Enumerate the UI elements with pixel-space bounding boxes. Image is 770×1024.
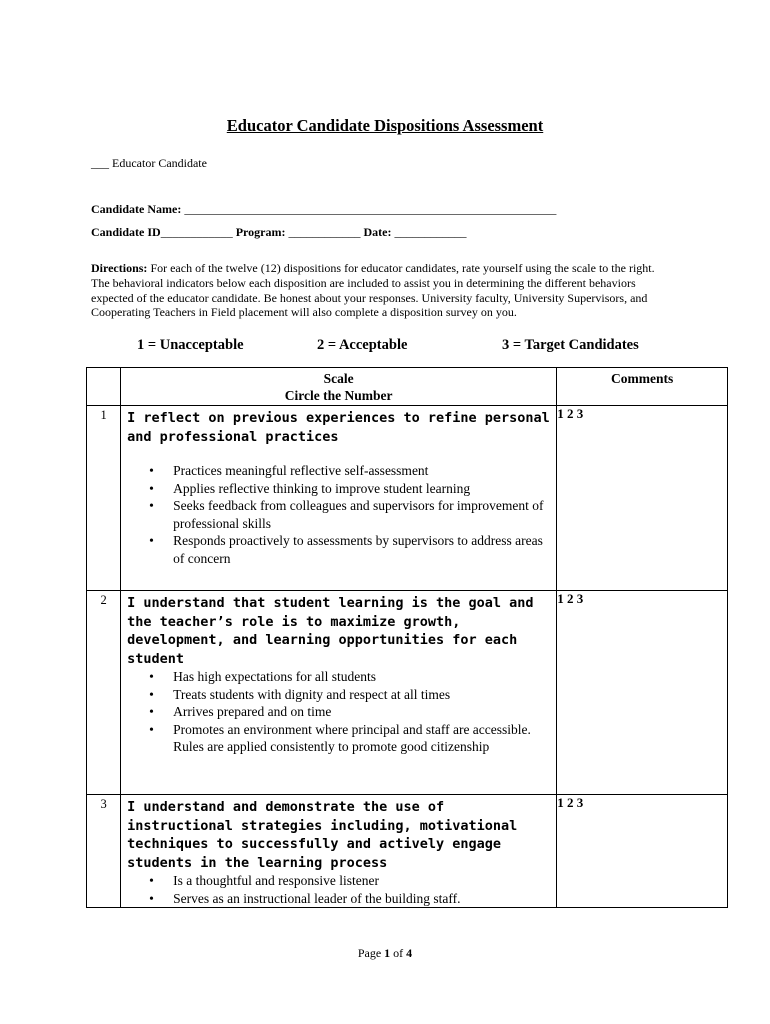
row-content [121,591,557,795]
page-total: 4 [406,946,413,960]
indicator-item: • Is a thoughtful and responsive listener [149,873,379,888]
table-row [87,795,728,908]
bullet-icon: • [149,669,154,684]
header-number-cell [87,368,121,406]
bullet-icon: • [149,704,154,719]
indicator-list [121,462,556,567]
table-row [87,591,728,795]
educator-candidate-checkbox-line[interactable]: ___ Educator Candidate [91,156,207,170]
program-blank[interactable]: ____________ [288,225,361,239]
header-comments: Comments [610,371,674,386]
scale-unacceptable: 1 = Unacceptable [137,337,244,353]
header-scale-cell [121,368,557,406]
bullet-icon: • [149,498,154,513]
header-comments-cell [557,368,728,406]
indicator-list [121,668,556,756]
bullet-icon: • [149,533,154,548]
indicator-item: • Serves as an instructional leader of the building staff. [149,890,461,906]
indicator-item: • Promotes an environment where principal and staff are accessible. Rules are applied consistently to promote good citizenship [149,721,531,754]
scale-acceptable: 2 = Acceptable [317,337,408,353]
candidate-id-line [91,225,466,240]
date-label: Date: [363,225,392,239]
row-number: 2 [87,591,121,795]
candidate-id-blank[interactable]: ____________ [160,225,233,239]
row-number: 1 [87,406,121,591]
rating-cell[interactable]: 1 2 3 [557,406,728,591]
directions-text: For each of the twelve (12) dispositions for educator candidates, rate yourself using the scale to the right. The behavioral indicators below each disposition are included to assist you in determining the different behaviors expected of the educator candidate. Be honest about your responses. University faculty, University Supervisors, and Cooperating Teachers in Field placement will also complete a disposition survey on you. [91,261,655,320]
row-content [121,406,557,591]
bullet-icon: • [149,890,154,906]
directions-label: Directions: [91,261,148,275]
disposition-statement: I reflect on previous experiences to refine personal and professional practices [127,410,550,445]
page-current: 1 [384,946,391,960]
row-content [121,795,557,908]
header-scale: Scale [323,371,354,386]
candidate-name-label: Candidate Name: [91,202,182,216]
rating-cell[interactable]: 1 2 3 [557,795,728,908]
indicator-item: • Treats students with dignity and respect at all times [149,686,451,702]
indicator-list [121,872,556,907]
page-of: of [393,946,404,960]
header-circle-number: Circle the Number [284,388,393,403]
table-row [87,406,728,591]
directions-paragraph [91,261,671,320]
candidate-name-line [91,202,556,217]
page-footer [0,946,770,961]
rating-cell[interactable]: 1 2 3 [557,591,728,795]
bullet-icon: • [149,873,154,888]
indicator-item: • Applies reflective thinking to improve student learning [149,480,471,496]
bullet-icon: • [149,463,154,478]
disposition-statement: I understand that student learning is the goal and the teacher’s role is to maximize growth, development, and learning opportunities for each student [127,595,534,667]
bullet-icon: • [149,721,154,737]
bullet-icon: • [149,480,154,496]
page-word: Page [357,946,382,960]
indicator-item: • Has high expectations for all students [149,669,376,684]
disposition-statement: I understand and demonstrate the use of instructional strategies including, motivational techniques to successfully and actively engage students in the learning process [127,799,518,871]
indicator-item: • Seeks feedback from colleagues and supervisors for improvement of professional skills [149,498,544,531]
table-header-row [87,368,728,406]
candidate-id-label: Candidate ID [91,225,161,239]
candidate-name-blank[interactable]: ______________________________________________________________ [184,202,557,216]
bullet-icon: • [149,686,154,702]
dispositions-table [86,367,728,908]
indicator-item: • Arrives prepared and on time [149,704,332,719]
indicator-item: • Responds proactively to assessments by supervisors to address areas of concern [149,533,543,566]
indicator-item: • Practices meaningful reflective self-assessment [149,463,429,478]
program-label: Program: [235,225,286,239]
scale-target: 3 = Target Candidates [502,337,639,353]
date-blank[interactable]: ____________ [394,225,467,239]
document-title: Educator Candidate Dispositions Assessment [226,116,544,135]
row-number: 3 [87,795,121,908]
